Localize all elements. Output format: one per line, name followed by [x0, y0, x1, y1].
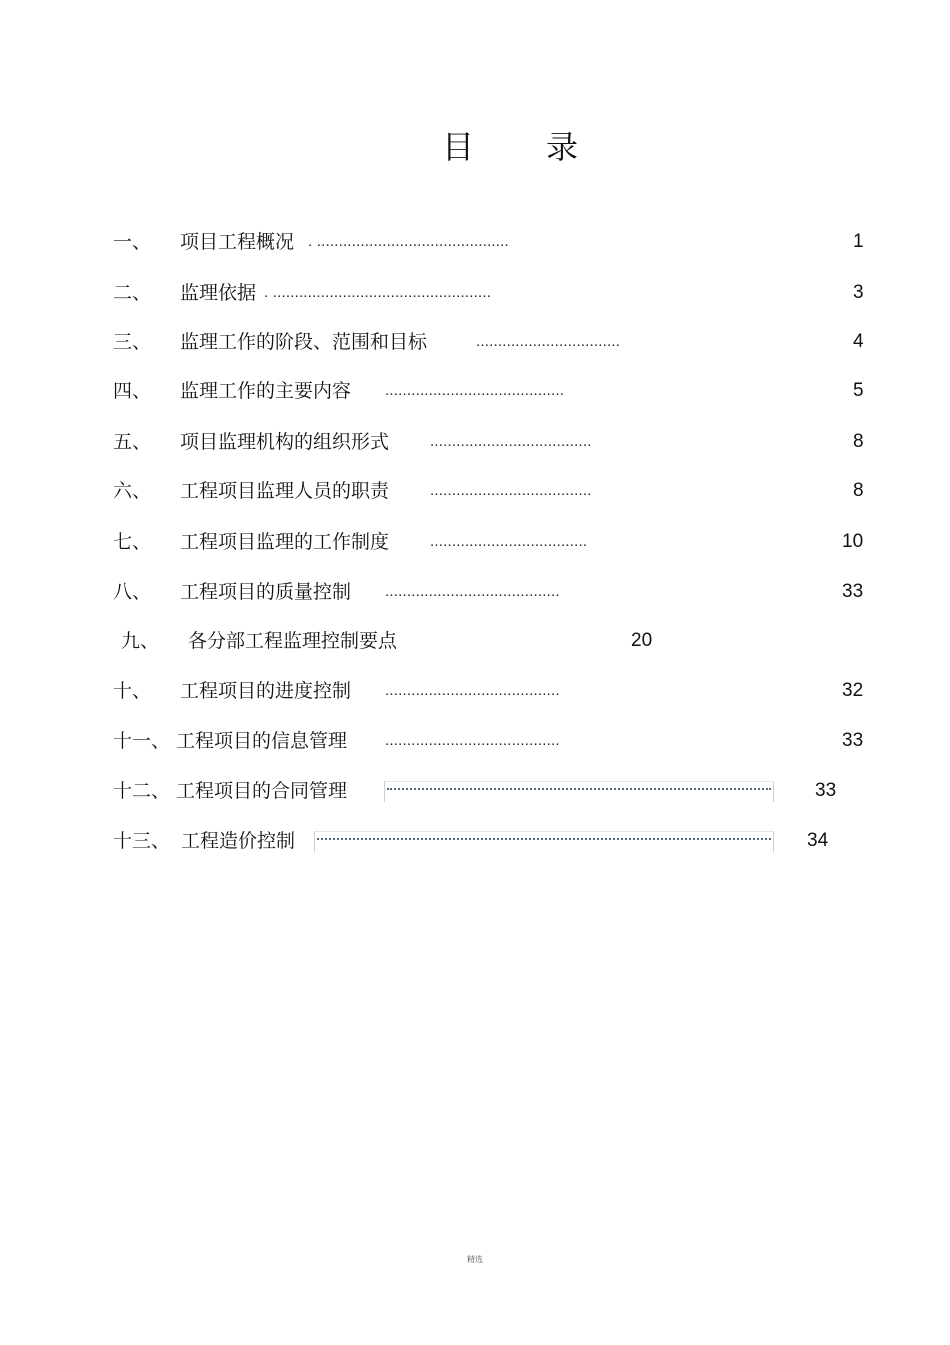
toc-entry-text: 工程造价控制	[181, 830, 296, 852]
toc-entry[interactable]	[0, 527, 950, 557]
toc-entry-leader: .........................................	[385, 382, 565, 399]
toc-entry-text: 各分部工程监理控制要点	[188, 630, 398, 652]
toc-entry[interactable]	[0, 376, 950, 406]
toc-entry-leader: ........................................	[385, 583, 560, 600]
toc-entry[interactable]	[0, 826, 950, 856]
toc-entry-leader: ....................................	[430, 533, 588, 550]
toc-entry-text: 项目工程概况	[180, 231, 295, 253]
toc-entry-number: 十三、	[113, 830, 171, 852]
toc-entry-text: 监理工作的阶段、范围和目标	[180, 331, 428, 353]
toc-entry-page: 3	[853, 282, 864, 303]
toc-entry-page: 34	[807, 830, 829, 851]
toc-entry-page: 5	[853, 380, 864, 401]
toc-entry-page: 10	[842, 531, 864, 552]
toc-entry[interactable]	[0, 327, 950, 357]
toc-entry-text: 监理依据	[180, 282, 257, 304]
toc-entry-text: 工程项目的信息管理	[176, 730, 348, 752]
toc-title-char-2: 录	[546, 128, 579, 166]
toc-entry-text: 监理工作的主要内容	[180, 380, 352, 402]
toc-entry-leader: . ..................................................	[264, 284, 492, 301]
toc-entry-number: 十二、	[113, 780, 171, 802]
toc-entry-leader: .....................................	[430, 482, 592, 499]
toc-entry-number: 七、	[113, 531, 152, 553]
toc-entry-page: 33	[842, 581, 864, 602]
toc-entry-leader: ........................................	[385, 732, 560, 749]
toc-entry-leader: . ............................................	[308, 233, 509, 250]
toc-entry-page: 20	[631, 630, 653, 651]
toc-entry-page: 32	[842, 680, 864, 701]
toc-entry-number: 二、	[113, 282, 152, 304]
toc-entry-text: 项目监理机构的组织形式	[180, 431, 390, 453]
toc-title-char-1: 目	[442, 128, 475, 166]
toc-entry-text: 工程项目监理人员的职责	[180, 480, 390, 502]
toc-entry-number: 九、	[121, 630, 160, 652]
toc-entry[interactable]	[0, 577, 950, 607]
toc-entry-text: 工程项目的进度控制	[180, 680, 352, 702]
toc-entry[interactable]	[0, 427, 950, 457]
toc-entry[interactable]	[0, 278, 950, 308]
toc-entry[interactable]	[0, 776, 950, 806]
toc-entry[interactable]	[0, 476, 950, 506]
toc-entry-page: 33	[815, 780, 837, 801]
toc-entry-page: 8	[853, 480, 864, 501]
toc-entry[interactable]	[0, 626, 950, 656]
toc-entry-number: 十一、	[113, 730, 171, 752]
toc-entry-text: 工程项目的质量控制	[180, 581, 352, 603]
toc-entry-leader-box	[314, 831, 774, 852]
page-footer: 精选	[467, 1255, 483, 1264]
toc-entry-number: 八、	[113, 581, 152, 603]
toc-entry-page: 4	[853, 331, 864, 352]
toc-entry-page: 33	[842, 730, 864, 751]
toc-entry-number: 六、	[113, 480, 152, 502]
toc-entry-leader: .....................................	[430, 433, 592, 450]
toc-entry-number: 三、	[113, 331, 152, 353]
toc-entry-number: 四、	[113, 380, 152, 402]
toc-entry[interactable]	[0, 676, 950, 706]
toc-entry-page: 1	[853, 231, 864, 252]
toc-entry-leader-box	[384, 781, 774, 802]
toc-entry-leader: .................................	[476, 333, 621, 350]
toc-entry-number: 五、	[113, 431, 152, 453]
toc-entry-page: 8	[853, 431, 864, 452]
toc-entry-text: 工程项目的合同管理	[176, 780, 348, 802]
toc-entry-number: 一、	[113, 231, 152, 253]
toc-entry-text: 工程项目监理的工作制度	[180, 531, 390, 553]
toc-entry-leader: ........................................	[385, 682, 560, 699]
toc-entry-number: 十、	[113, 680, 152, 702]
toc-entry[interactable]	[0, 726, 950, 756]
toc-entry[interactable]	[0, 227, 950, 257]
